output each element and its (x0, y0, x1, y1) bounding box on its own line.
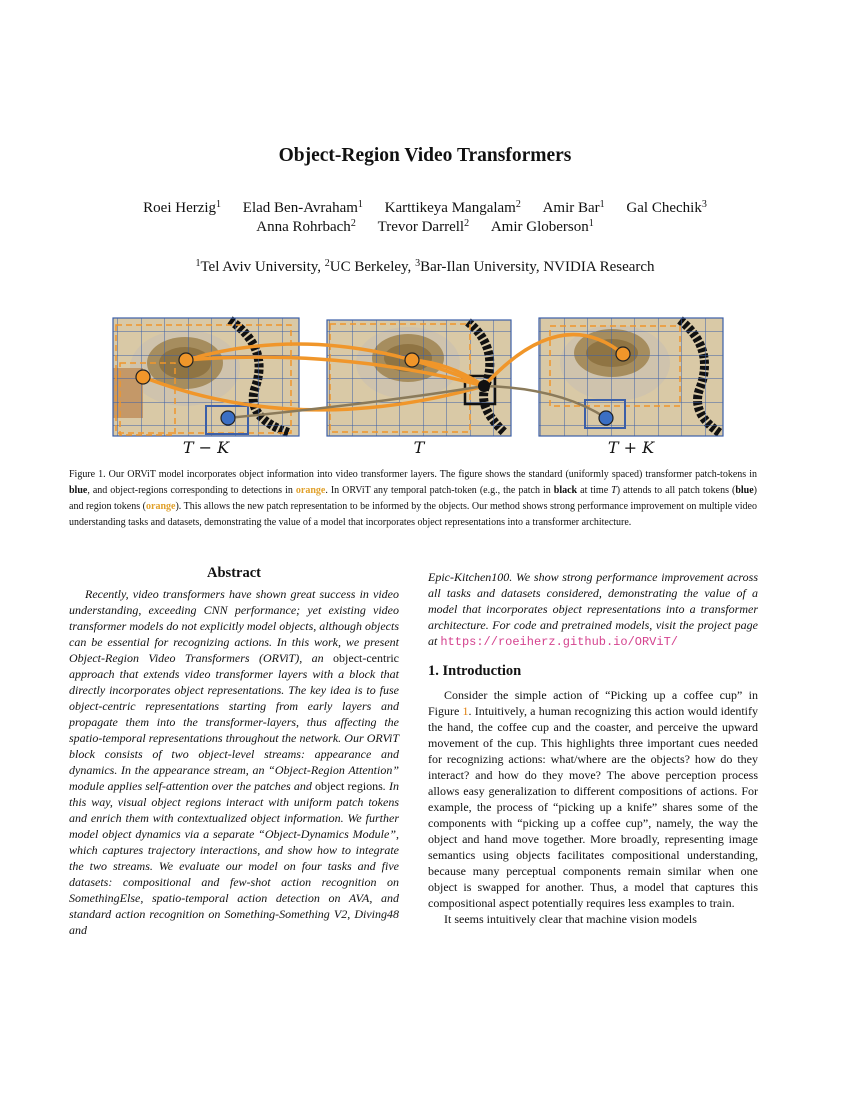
patch-node-blue (221, 411, 235, 425)
right-column (428, 569, 758, 927)
object-node-orange (179, 353, 193, 367)
author: Trevor Darrell$^2$ (377, 218, 470, 235)
affiliations: $^1$Tel Aviv University, $^2$UC Berkeley, $^3$Bar-Ilan University, NVIDIA Research (195, 258, 655, 275)
figure-caption: Figure 1. Our ORViT model incorporates object information into video transformer layers. The figure shows the standard (uniformly spaced) transformer patch-tokens in blue, and object-regions corresponding to detections in orange. In ORViT any temporal patch-token (e.g., the patch in black at time T) attends to all patch tokens (blue) and region tokens (orange). This allows the new patch representation to be informed by the objects. Our method shows strong performance improvement on multiple video understanding tasks and datasets, demonstrating the value of a model that incorporates object representations into a transformer architecture. (69, 469, 757, 528)
project-link[interactable]: https://roeiherz.github.io/ORViT/ (440, 635, 678, 649)
section-heading-introduction: 1. Introduction (428, 663, 522, 679)
author: Amir Globerson$^1$ (490, 218, 594, 235)
frame-label: T − K (182, 438, 230, 457)
intro-paragraph-1: Consider the simple action of “Picking up a coffee cup” in Figure 1. Intuitively, a human recognizing this action would identify the hand, the coffee cup and the coaster, and perceive the upward movement of the cup. This highlights three important cues needed for recognizing actions: what/where are the objects? how do they interact? and how do they move? The above perception process allows easy generalization to different compositions of actions. For example, the process of “picking up a knife” shares some of the components with “picking up a coffee cup”, namely, the way the object and hand move together. More broadly, representing image semantics using objects facilitates compositional understanding, because many perceptual components remain similar when one object is swapped for another. Thus, a model that captures this compositional aspect potentially requires less examples to train. (428, 688, 758, 910)
authors-line-1 (0, 200, 850, 217)
author: Gal Chechik$^3$ (626, 199, 707, 216)
author: Elad Ben-Avraham$^1$ (242, 199, 363, 216)
patch-node-blue (599, 411, 613, 425)
object-node-orange (405, 353, 419, 367)
abstract-heading: Abstract (207, 565, 261, 581)
figure-1 (0, 308, 850, 458)
abstract-tail: Epic-Kitchen100. We show strong performance improvement across all tasks and datasets considered, demonstrating the value of a model that incorporates object representations into a transformer architecture. For code and pretrained models, visit the project page at (428, 570, 758, 648)
intro-paragraph-2: It seems intuitively clear that machine vision models (444, 912, 697, 926)
figure-ref[interactable]: 1 (462, 704, 469, 718)
object-node-orange (136, 370, 150, 384)
abstract-body: Recently, video transformers have shown great success in video understanding, exceeding CNN performance; yet existing video transformer models do not explicitly model objects, although objects can be essential for recognizing actions. In this work, we present Object-Region Video Transformers (ORViT), an object-centric approach that extends video transformer layers with a block that directly incorporates object representations. The key idea is to fuse object-centric representations starting from early layers and propagate them into the transformer-layers, thus affecting the spatio-temporal representations throughout the network. Our ORViT block consists of two object-level streams: appearance and dynamics. In the appearance stream, an “Object-Region Attention” module applies self-attention over the patches and object regions. In this way, visual object regions interact with uniform patch tokens and enrich them with contextualized object information. We further model object dynamics via a separate “Object-Dynamics Module”, which captures trajectory interactions, and show how to integrate the two streams. We evaluate our model on four tasks and five datasets: compositional and few-shot action recognition on SomethingElse, spatio-temporal action detection on AVA, and standard action recognition on Something-Something V2, Diving48 and (69, 587, 400, 937)
left-column (69, 565, 399, 938)
author: Karttikeya Mangalam$^2$ (384, 199, 521, 216)
author: Amir Bar$^1$ (542, 199, 605, 216)
query-patch-node-black (478, 380, 490, 392)
paper-title: Object-Region Video Transformers (278, 145, 572, 166)
author: Anna Rohrbach$^2$ (256, 218, 356, 235)
frame-label: T (413, 438, 425, 457)
frame-t (327, 320, 511, 436)
author: Roei Herzig$^1$ (143, 199, 222, 216)
abstract-continued (428, 569, 758, 650)
object-node-orange (616, 347, 630, 361)
authors-line-2 (0, 219, 850, 236)
frame-label: T + K (607, 438, 655, 457)
